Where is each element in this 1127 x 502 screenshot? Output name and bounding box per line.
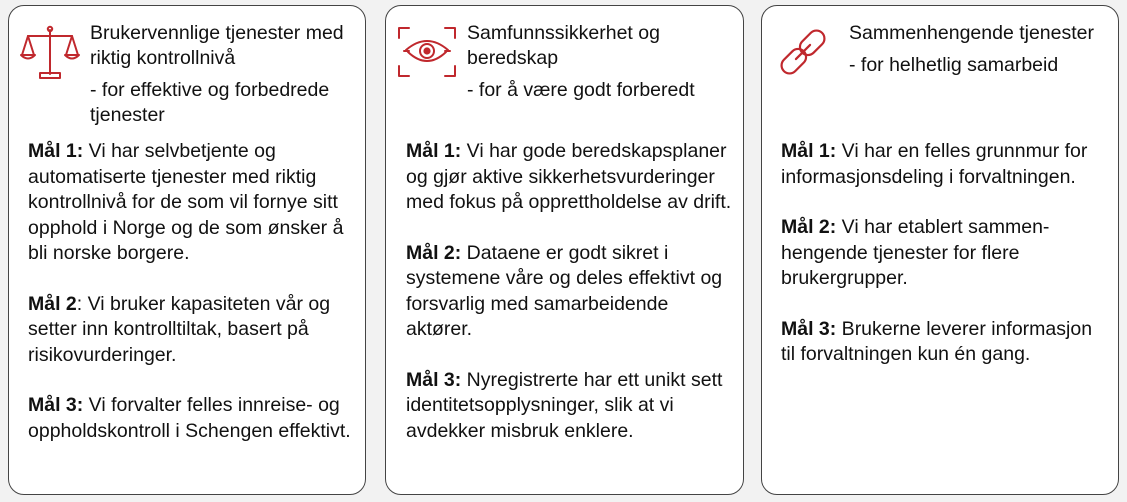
card-header — [849, 21, 1112, 78]
card-connected-services — [761, 5, 1119, 495]
card-title: Sammenhengende tjenester — [849, 22, 1094, 44]
goal-item — [781, 317, 1108, 368]
goal-item — [28, 139, 355, 267]
goal-text: Dataene er godt sikret i systemene våre og deles effektivt og forsvarlig med samarbeidende aktører. — [406, 241, 723, 340]
goal-label: Mål 1: — [406, 140, 462, 162]
goal-item — [406, 241, 733, 343]
goal-label: Mål 2 — [28, 292, 77, 315]
goal-item — [28, 292, 355, 369]
goal-text: Vi forvalter felles innreise- og oppholdskontroll i Schengen effektivt. — [28, 394, 351, 442]
goal-item — [406, 368, 733, 445]
card-subtitle: - for effektive og forbedrede tjenester — [90, 79, 330, 126]
card-title: Samfunnssikkerhet og beredskap — [467, 22, 660, 69]
goal-label: Mål 3: — [781, 317, 837, 340]
goal-list — [28, 139, 355, 469]
scales-icon — [19, 22, 81, 82]
goal-item — [28, 393, 355, 444]
card-title: Brukervennlige tjenester med riktig kontrollnivå — [90, 22, 344, 69]
goal-text: Vi har etablert sammen-hengende tjenester for flere brukergrupper. — [781, 216, 1050, 289]
goal-text: : Vi bruker kapasiteten vår og setter inn kontrolltiltak, basert på risikovurderinger. — [28, 292, 331, 366]
card-user-friendly-services — [8, 5, 366, 495]
card-header — [90, 21, 359, 128]
goal-label: Mål 1: — [781, 140, 837, 162]
goal-text: Nyregistrerte har ett unikt sett identitetsopplysninger, slik at vi avdekker misbruk enklere. — [406, 368, 723, 442]
goal-text: Vi har en felles grunnmur for informasjonsdeling i forvaltningen. — [781, 140, 1088, 188]
goal-label: Mål 3: — [406, 368, 462, 391]
goal-label: Mål 3: — [28, 394, 84, 416]
card-security-preparedness — [385, 5, 744, 495]
card-subtitle: - for helhetlig samarbeid — [849, 54, 1059, 76]
goal-item — [781, 215, 1108, 292]
goal-label: Mål 2: — [781, 216, 837, 238]
card-subtitle: - for å være godt forberedt — [467, 79, 695, 101]
goal-item — [406, 139, 733, 216]
card-header — [467, 21, 737, 103]
goal-text: Vi har selvbetjente og automatiserte tjenester med riktig kontrollnivå for de som vil fornye sitt opphold i Norge og de som ønsker å bli norske borgere. — [28, 140, 344, 264]
goal-item — [781, 139, 1108, 190]
goal-text: Vi har gode beredskapsplaner og gjør aktive sikkerhetsvurderinger med fokus på opprettholdelse av drift. — [406, 140, 732, 213]
goal-list — [406, 139, 733, 469]
goal-list — [781, 139, 1108, 393]
goal-text: Brukerne leverer informasjon til forvaltningen kun én gang. — [781, 317, 1093, 365]
eye-scan-icon — [396, 22, 458, 82]
goal-label: Mål 2: — [406, 241, 462, 264]
chain-link-icon — [772, 22, 834, 82]
goal-label: Mål 1: — [28, 140, 84, 162]
